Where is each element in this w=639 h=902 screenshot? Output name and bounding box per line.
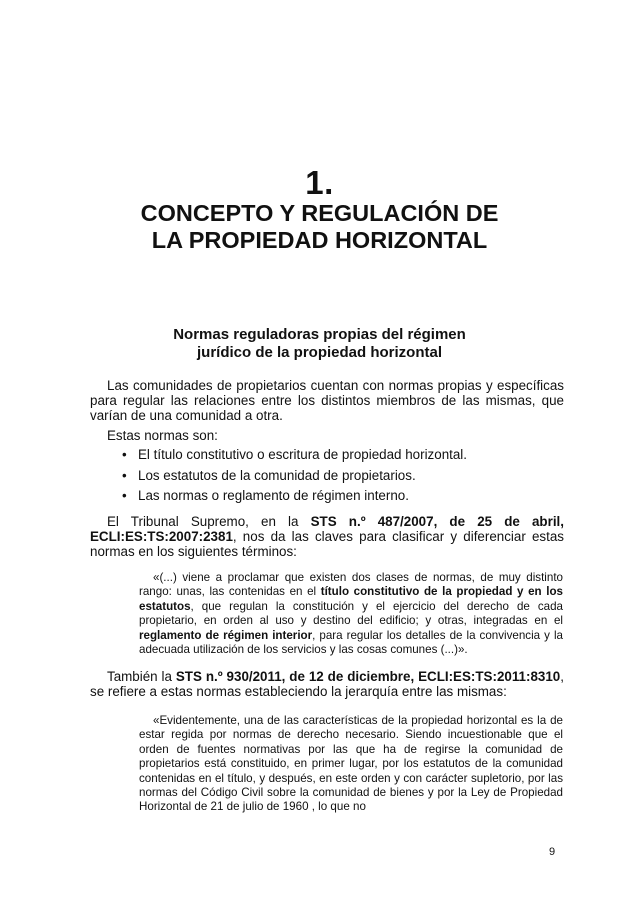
text-run: , que regulan la constitución y el ejercicio del derecho de cada propietario, en orden al uso y destino del edificio; y otras, integradas en el bbox=[139, 599, 563, 628]
list-item bbox=[122, 488, 562, 509]
case-citation: STS n.º 930/2011, de 12 de diciembre, ECLI:ES:TS:2011:8310 bbox=[175, 669, 561, 684]
case-citation: STS n.º 487/2007, de 25 de abril, ECLI:ES:TS:2007:2381 bbox=[90, 514, 564, 545]
section-title-line-1: Normas reguladoras propias del régimen bbox=[173, 326, 466, 343]
text-run: También la bbox=[107, 669, 176, 684]
list-item-label: El título constitutivo o escritura de propiedad horizontal. bbox=[138, 447, 467, 462]
emphasis: reglamento de régimen interior bbox=[139, 628, 313, 642]
quote-sts-2007 bbox=[139, 571, 563, 657]
page-number: 9 bbox=[549, 846, 556, 858]
quote-sts-2011-text: «Evidentemente, una de las características de la propiedad horizontal es la de estar regida por normas de derecho necesario. Siendo incuestionable que el orden de fuentes normativas por las que ha de regirse la comunidad de propietarios está constituido, en primer lugar, por los estatutos de la comunidad contenidas en el título, y después, en este orden y con carácter supletorio, por las normas del Código Civil sobre la comunidad de bienes y por la Ley de Propiedad Horizontal de 21 de julio de 1960 , lo que no bbox=[139, 714, 563, 814]
chapter-title bbox=[0, 200, 639, 254]
paragraph-sts-2011-text bbox=[90, 669, 564, 699]
list-item bbox=[122, 468, 562, 489]
text-run: «(...) viene a proclamar que existen dos clases de normas, de muy distinto rango: unas, las contenidas en el bbox=[139, 571, 563, 599]
section-title-line-2: jurídico de la propiedad horizontal bbox=[196, 344, 443, 361]
text-run: , nos da las claves para clasificar y diferenciar estas normas en los siguientes términos: bbox=[90, 529, 564, 560]
list-item bbox=[122, 447, 562, 468]
paragraph-sts-2007 bbox=[90, 514, 564, 560]
paragraph-intro-text: Las comunidades de propietarios cuentan con normas propias y específicas para regular las relaciones entre los distintos miembros de las mismas, que varían de una comunidad a otra. bbox=[90, 378, 564, 424]
list-item-label: Las normas o reglamento de régimen interno. bbox=[138, 488, 409, 503]
text-run: , para regular los detalles de la convivencia y la adecuada utilización de los servicios y las cosas comunes (...)». bbox=[139, 628, 563, 657]
quote-sts-2011 bbox=[139, 714, 563, 815]
paragraph-intro bbox=[90, 378, 564, 424]
emphasis: título constitutivo de la propiedad y en los estatutos bbox=[139, 585, 563, 613]
paragraph-sts-2011 bbox=[90, 669, 564, 699]
chapter-title-line-2: LA PROPIEDAD HORIZONTAL bbox=[151, 227, 488, 253]
chapter-number: 1. bbox=[305, 164, 334, 201]
section-title bbox=[0, 326, 639, 362]
chapter-title-line-1: CONCEPTO Y REGULACIÓN DE bbox=[140, 200, 499, 226]
paragraph-sts-2007-text bbox=[90, 514, 564, 560]
list-item-label: Los estatutos de la comunidad de propietarios. bbox=[138, 467, 416, 483]
bullet-icon: • bbox=[122, 467, 127, 483]
paragraph-list-lead-text: Estas normas son: bbox=[107, 428, 218, 443]
text-run: El Tribunal Supremo, en la bbox=[107, 514, 311, 529]
paragraph-list-lead bbox=[90, 428, 564, 443]
text-run: , se refiere a estas normas estableciendo la jerarquía entre las mismas: bbox=[90, 669, 564, 700]
norms-list bbox=[122, 447, 562, 509]
bullet-icon: • bbox=[122, 447, 127, 462]
bullet-icon: • bbox=[122, 488, 127, 503]
quote-sts-2007-text bbox=[139, 571, 563, 657]
